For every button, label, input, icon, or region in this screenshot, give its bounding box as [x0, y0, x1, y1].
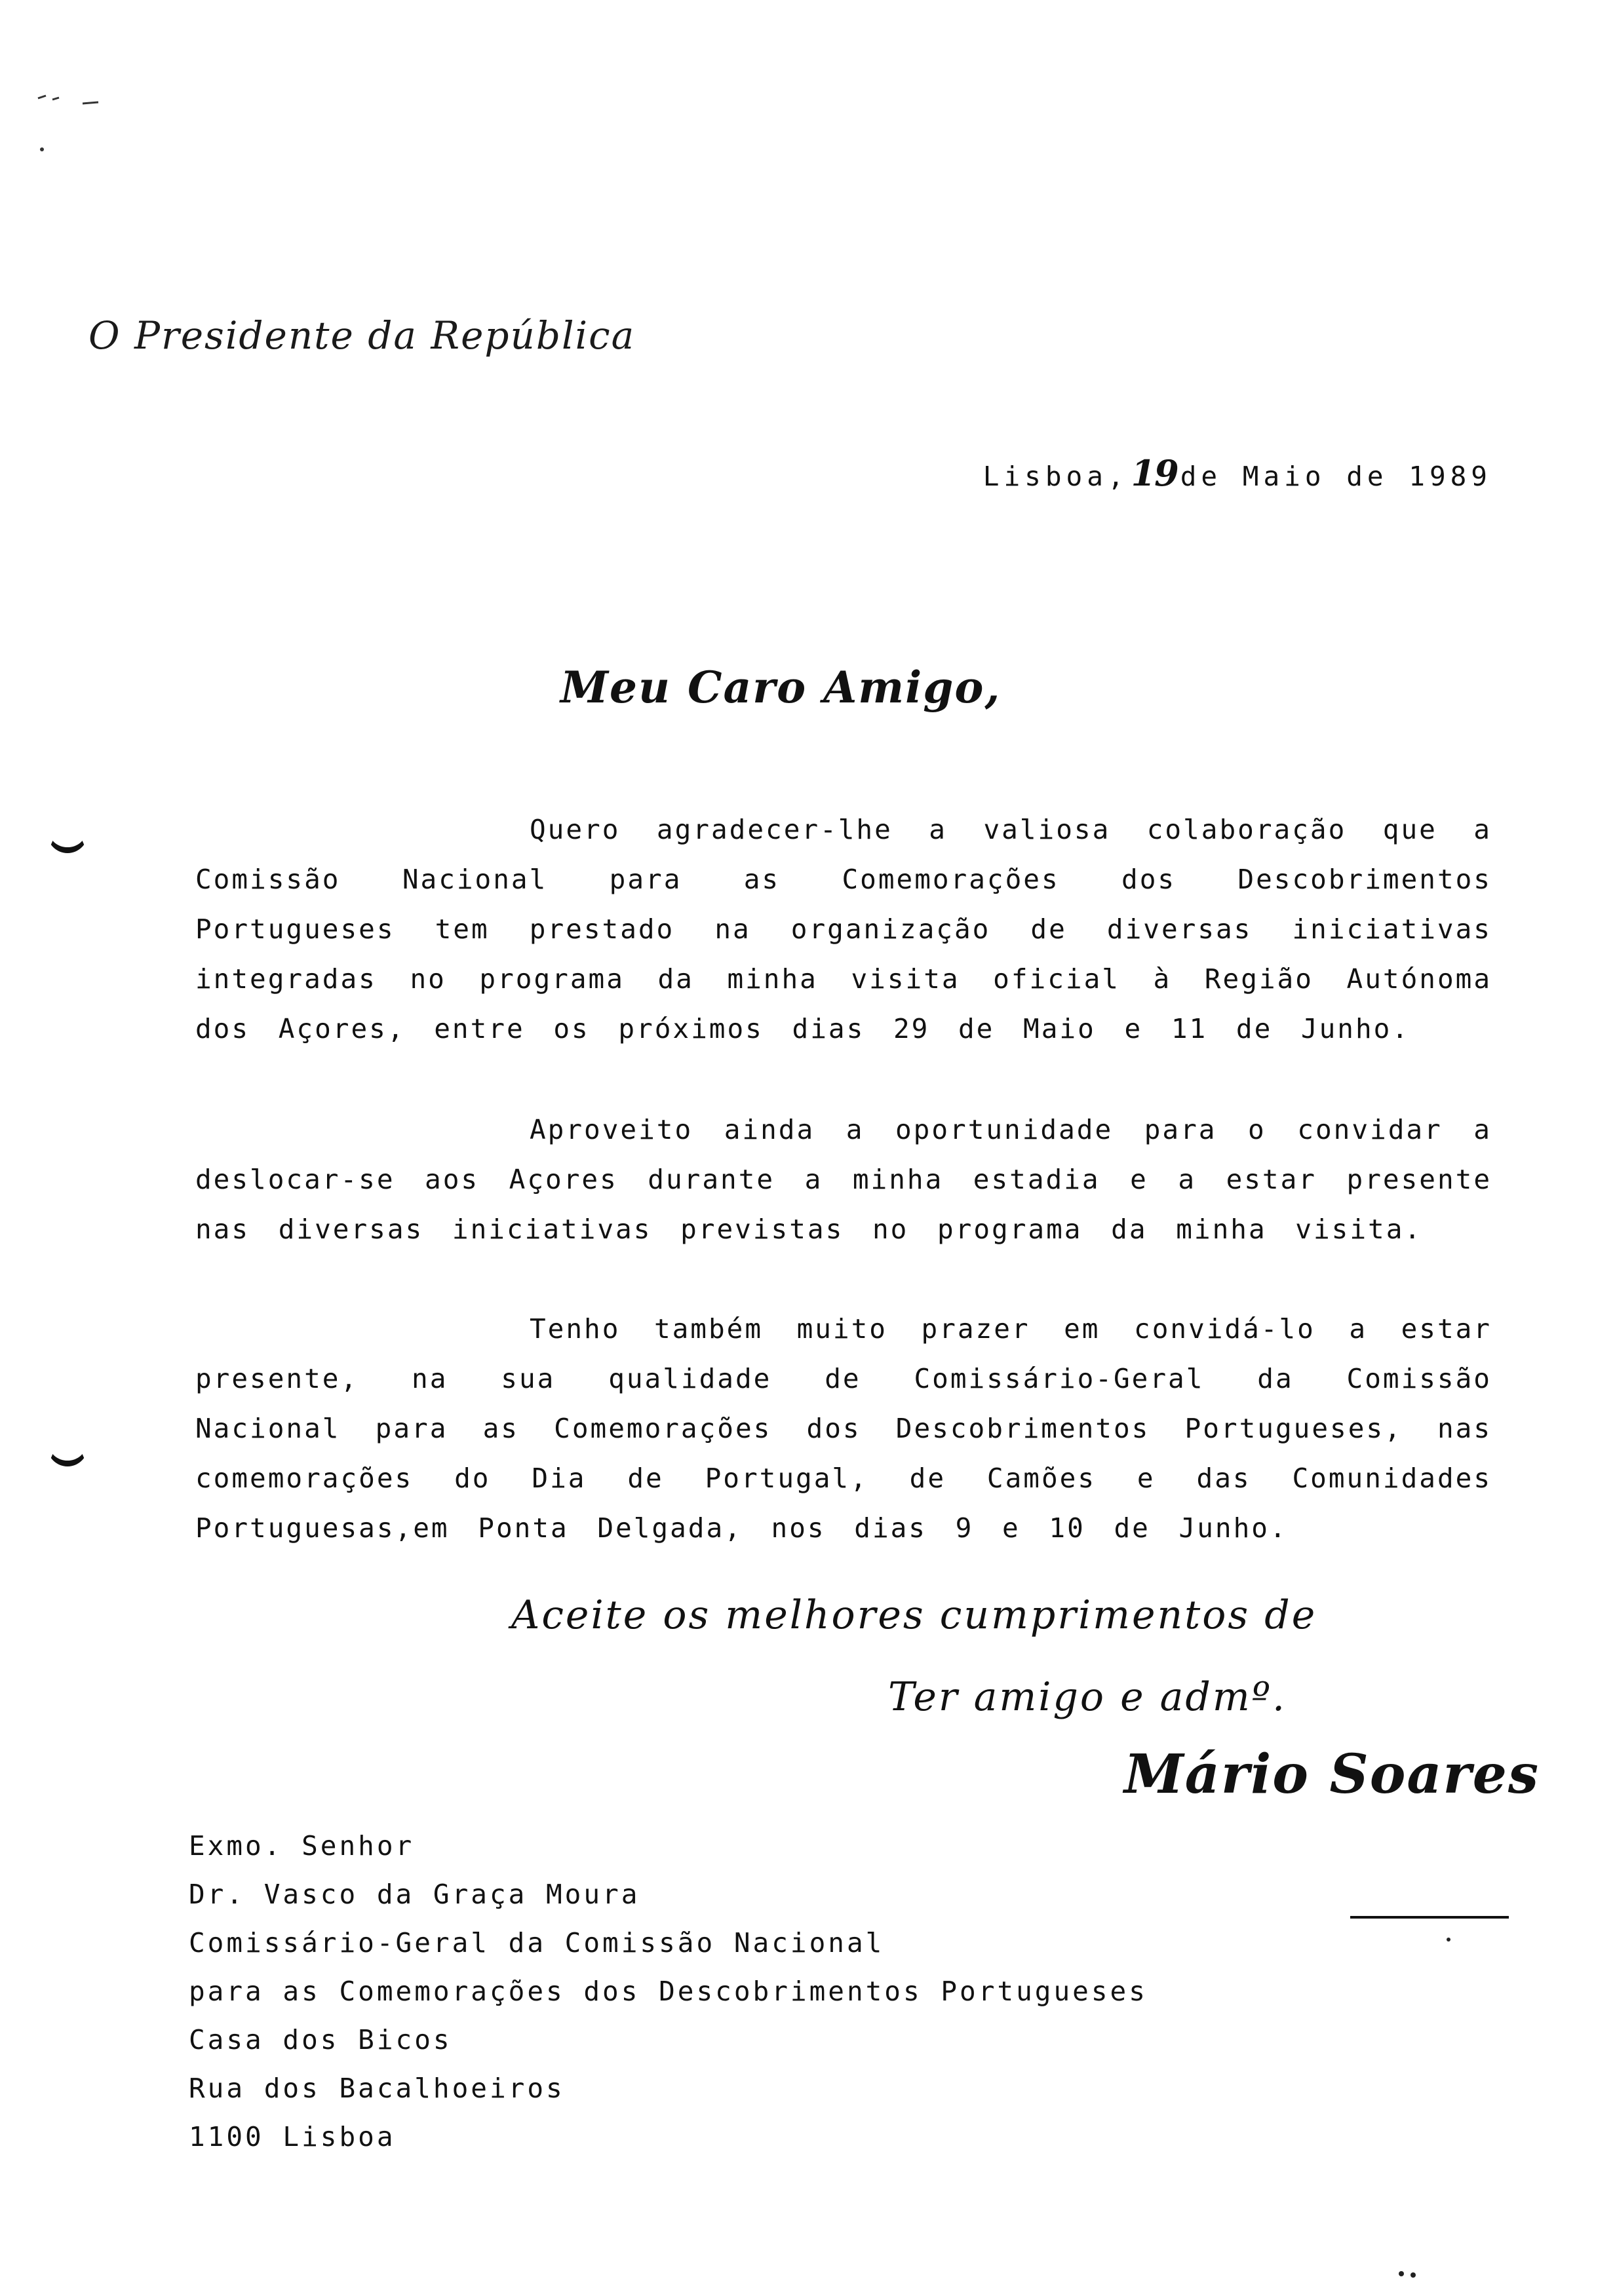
- closing-handwritten-line-2: Ter amigo e admº.: [888, 1674, 1287, 1720]
- closing-handwritten-line-1: Aceite os melhores cumprimentos de: [511, 1592, 1317, 1638]
- address-line: Casa dos Bicos: [189, 2024, 452, 2056]
- address-line: Exmo. Senhor: [189, 1830, 415, 1862]
- address-line: para as Comemorações dos Descobrimentos Portugueses: [189, 1976, 1148, 2007]
- date-city: Lisboa,: [983, 461, 1129, 492]
- recipient-address: [189, 1822, 1148, 2161]
- body-paragraph-2: [195, 1105, 1492, 1254]
- address-line: 1100 Lisboa: [189, 2121, 396, 2152]
- body-paragraph-3-text: Tenho também muito prazer em convidá-lo a estar presente, na sua qualidade de Comissário-Geral da Comissão Nacional para as Comemorações dos Descobrimentos Portugueses, nas comemorações do Dia de Portugal, de Camões e das Comunidades Portuguesas,em Ponta Delgada, nos dias 9 e 10 de Junho.: [195, 1313, 1492, 1544]
- letterhead: O Presidente da República: [88, 313, 636, 358]
- signature-underline: [1350, 1916, 1509, 1919]
- body-paragraph-1-text: Quero agradecer-lhe a valiosa colaboração que a Comissão Nacional para as Comemorações dos Descobrimentos Portugueses tem prestado na organização de diversas iniciativas integradas no programa da minha visita oficial à Região Autónoma dos Açores, entre os próximos dias 29 de Maio e 11 de Junho.: [195, 814, 1492, 1044]
- address-line: Rua dos Bacalhoeiros: [189, 2073, 565, 2104]
- address-line: Comissário-Geral da Comissão Nacional: [189, 1927, 885, 1959]
- body-paragraph-1: [195, 805, 1492, 1054]
- signature: Mário Soares: [1124, 1743, 1540, 1806]
- address-line: Dr. Vasco da Graça Moura: [189, 1879, 640, 1910]
- punch-hole-mark: [47, 813, 88, 853]
- date-rest: de Maio de 1989: [1180, 461, 1492, 492]
- date-day-handwritten: 19: [1131, 452, 1178, 494]
- body-paragraph-3: [195, 1304, 1492, 1553]
- date-line: [983, 452, 1492, 494]
- punch-hole-mark: [47, 1426, 88, 1466]
- body-paragraph-2-text: Aproveito ainda a oportunidade para o convidar a deslocar-se aos Açores durante a minha estadia e a estar presente nas diversas iniciativas previstas no programa da minha visita.: [195, 1114, 1492, 1245]
- salutation-handwritten: Meu Caro Amigo,: [560, 662, 1002, 713]
